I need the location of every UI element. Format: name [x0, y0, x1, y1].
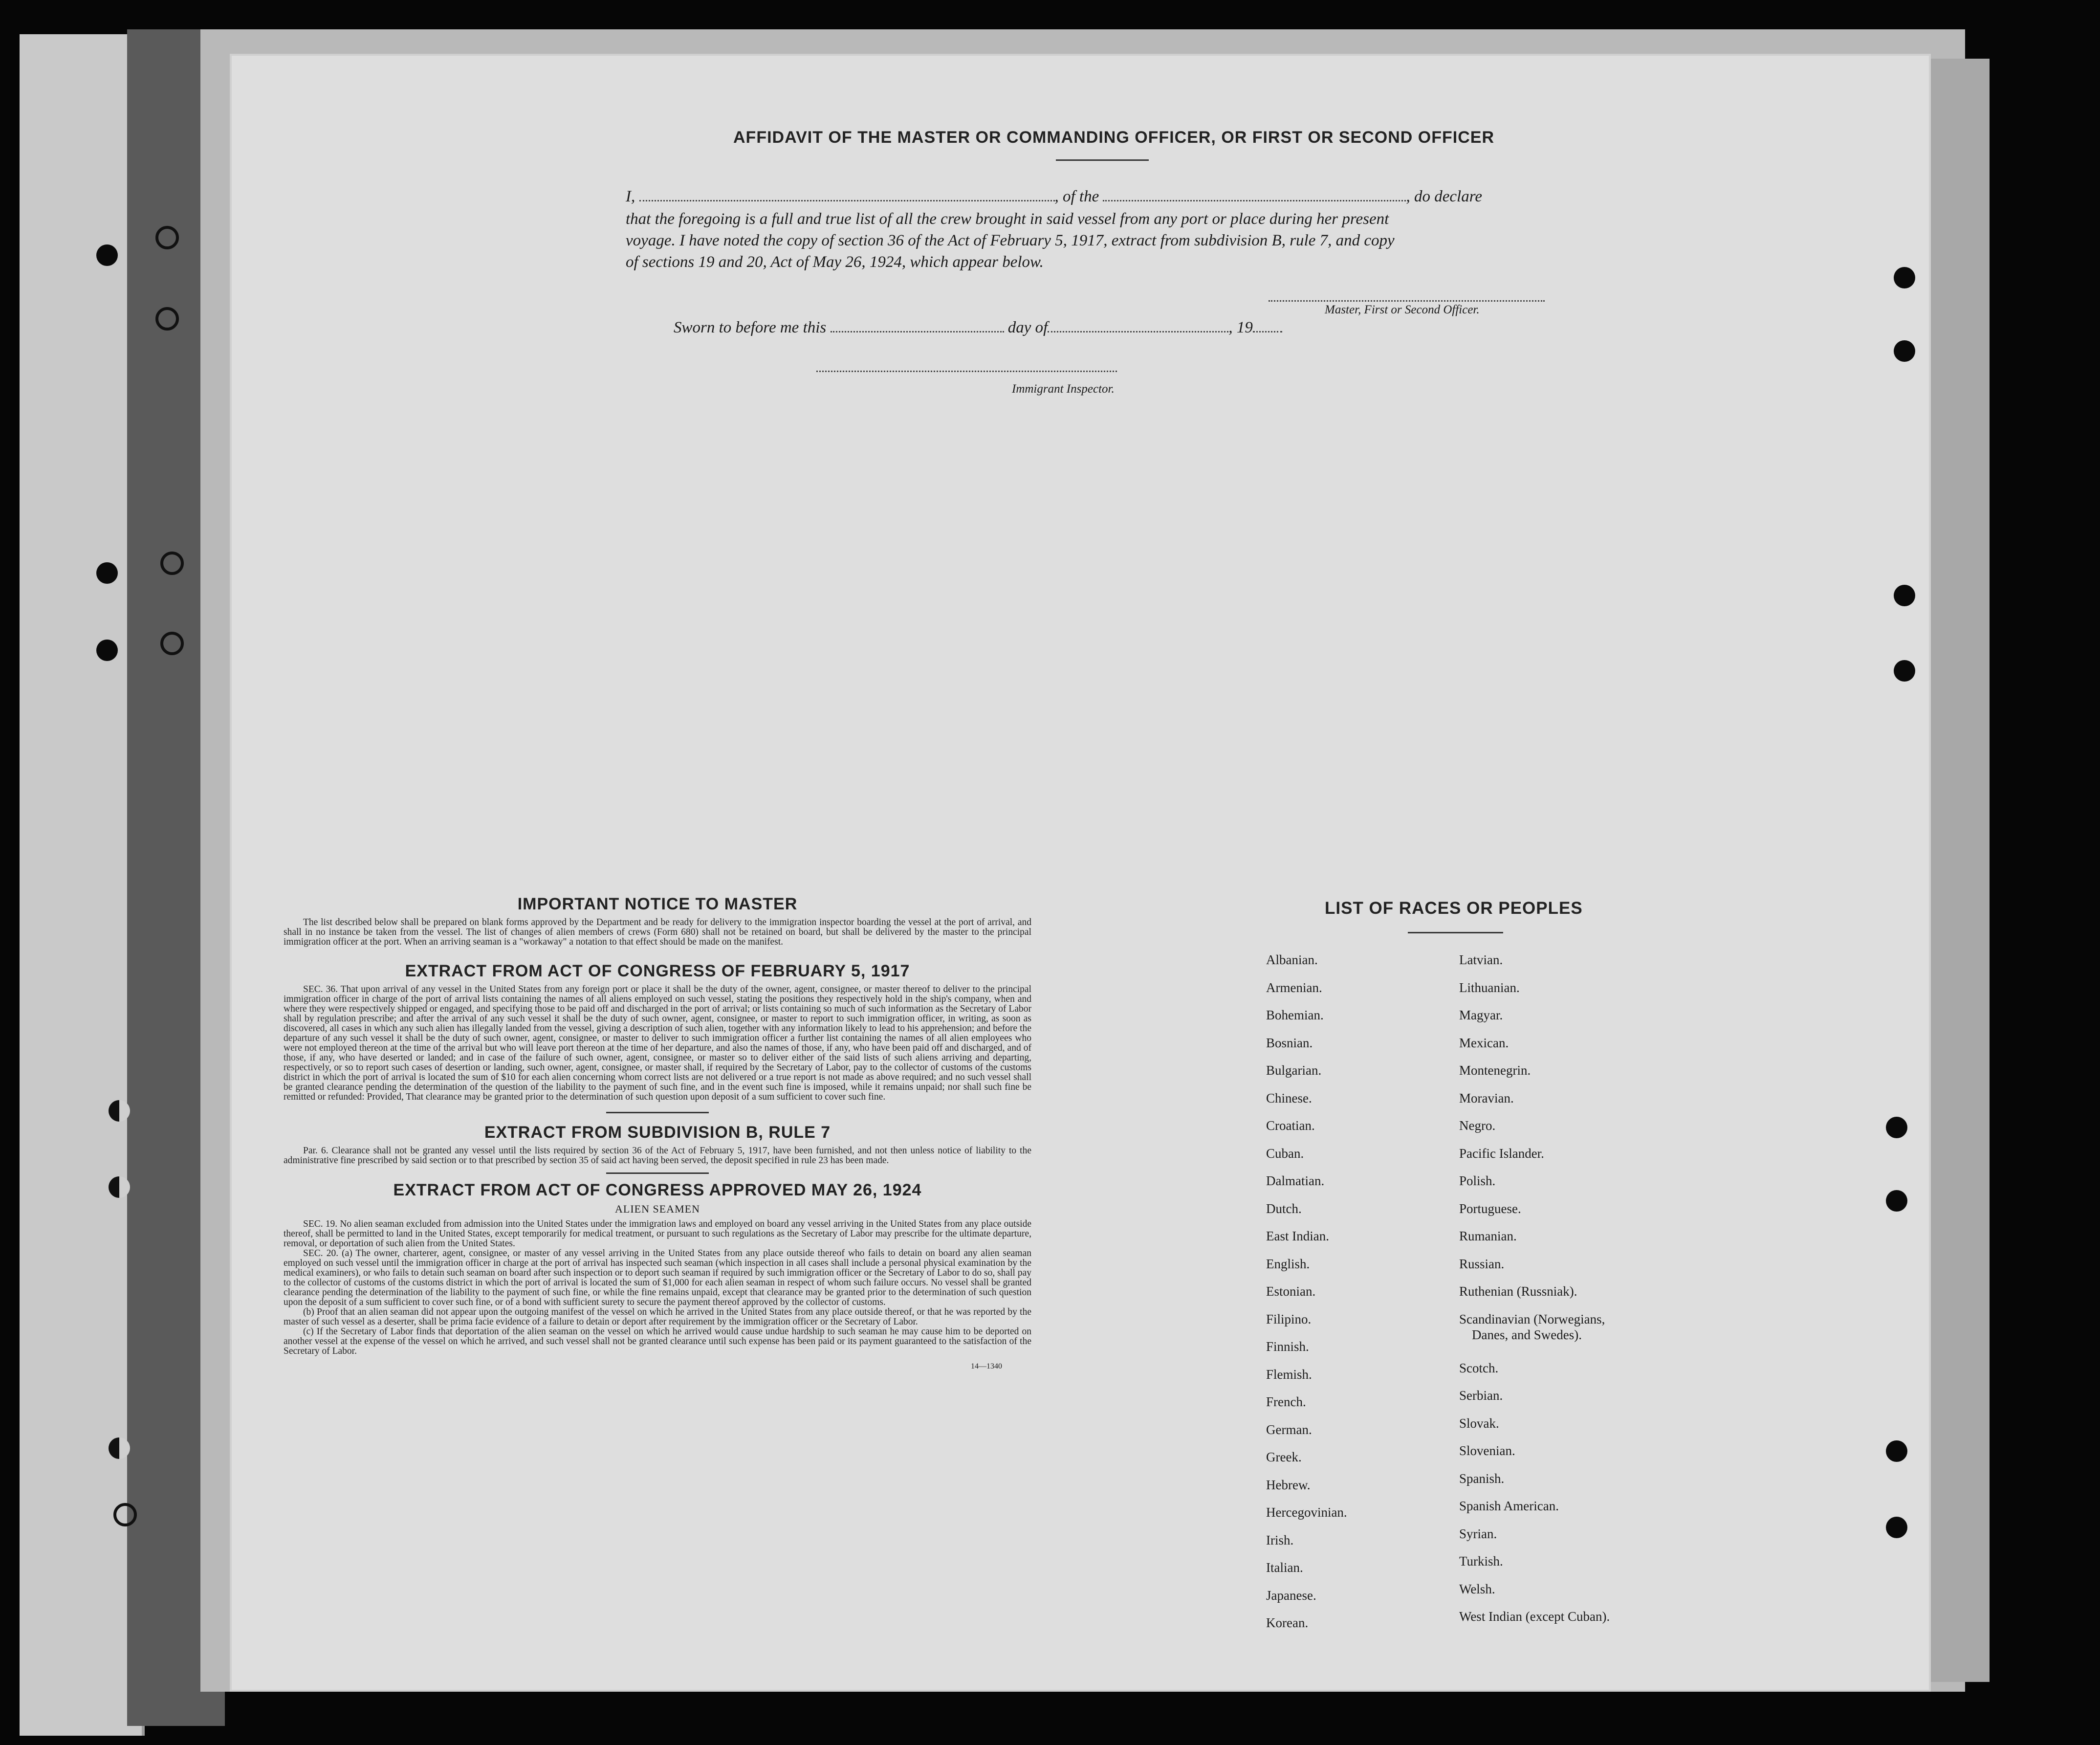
- race-item: Finnish.: [1266, 1339, 1309, 1354]
- race-item: Dutch.: [1266, 1201, 1302, 1216]
- affidavit-i: I,: [626, 188, 635, 205]
- race-item: Bulgarian.: [1266, 1063, 1322, 1078]
- race-item: Moravian.: [1459, 1090, 1514, 1105]
- form-number: 14—1340: [971, 1362, 1002, 1370]
- race-item: Korean.: [1266, 1615, 1309, 1630]
- rule-7-text: Par. 6. Clearance shall not be granted any vessel until the lists required by section 36 of the Act of February 5, 1917, have been furnished, and not then unless notice of liability to the administrative fine prescribed by said section or to that prescribed by section 35 of said act having been served, the deposit specified in rule 23 has been made.: [284, 1146, 1031, 1166]
- race-item: Japanese.: [1266, 1588, 1316, 1603]
- race-item: Irish.: [1266, 1532, 1294, 1547]
- section-separator: [606, 1172, 709, 1174]
- affidavit-title: AFFIDAVIT OF THE MASTER OR COMMANDING OFFICER, OR FIRST OR SECOND OFFICER: [733, 128, 1494, 147]
- notice-body: [284, 918, 1031, 947]
- race-item: Portuguese.: [1459, 1201, 1521, 1216]
- affidavit-do-declare: , do declare: [1406, 188, 1482, 205]
- race-item: Italian.: [1266, 1560, 1303, 1575]
- punch-hole: [1894, 660, 1915, 682]
- race-item: Albanian.: [1266, 952, 1318, 967]
- races-column-1: [1266, 946, 1347, 1637]
- punch-hole: [160, 552, 184, 575]
- race-item: East Indian.: [1266, 1229, 1329, 1243]
- race-item: Armenian.: [1266, 980, 1322, 995]
- race-item: French.: [1266, 1394, 1306, 1409]
- title-rule: [1056, 159, 1149, 161]
- punch-hole: [1886, 1517, 1907, 1538]
- alien-seamen-subtitle: ALIEN SEAMEN: [615, 1203, 700, 1215]
- signature-blank[interactable]: [1269, 296, 1545, 302]
- affidavit-declaration-line: [626, 188, 1482, 206]
- extract-1924-body: [284, 1219, 1031, 1356]
- extract-1917-title: EXTRACT FROM ACT OF CONGRESS OF FEBRUARY 5, 1917: [405, 962, 910, 980]
- section-20a-text: SEC. 20. (a) The owner, charterer, agent, consignee, or master of any vessel arriving in the United States from any place outside thereof who fails to detain on board any alien seaman employed on such vessel until the immigration officer in charge at the port of arrival has inspected such seaman (which inspection in all cases shall include a personal physical examination by the medical examiners), or who fails to detain such seaman on board after such inspection or to deport such seaman if required by such immigration officer or the Secretary of Labor to do so, shall pay to the collector of customs of the customs district in which the port of arrival is located the sum of $1,000 for each alien seaman in respect of whom such failure occurs. No vessel shall be granted clearance pending the determination of the liability to the payment of such fine, or while the fine remains unpaid, except that clearance may be granted prior to the determination of such question upon the deposit of a sum sufficient to cover such fine, or of a bond with sufficient surety to secure the payment thereof approved by the collector of customs.: [284, 1248, 1031, 1307]
- punch-hole: [109, 1100, 130, 1122]
- section-36-text: SEC. 36. That upon arrival of any vessel in the United States from any foreign port or place it shall be the duty of the owner, agent, consignee, or master thereof to deliver to the principal immigration officer in charge of the port of arrival lists containing the names of all aliens employed on such vessel, stating the positions they respectively hold in the ship's company, when and where they were respectively shipped or engaged, and specifying those to be paid off and discharged in the port of arrival; or lists containing so much of such information as the Secretary of Labor shall by regulation prescribe; and after the arrival of any such vessel it shall be the duty of such owner, agent, consignee, or master to report to such immigration officer, in writing, as soon as discovered, all cases in which any such alien has illegally landed from the vessel, giving a description of such alien, together with any information likely to lead to his apprehension; and before the departure of any such vessel it shall be the duty of such owner, agent, consignee, or master to deliver to such immigration officer a further list containing the names of all alien employees who were not employed thereon at the time of the arrival but who will leave port thereon at the time of her departure, and also the names of those, if any, who have been paid off and discharged, and of those, if any, who have deserted or landed; and in case of the failure of such owner, agent, consignee, or master so to deliver either of the said lists of such aliens arriving and departing, respectively, or so to report such cases of desertion or landing, such owner, agent, consignee, or master shall, if required by the Secretary of Labor, pay to the collector of customs of the customs district in which the port of arrival is located the sum of $10 for each alien concerning whom correct lists are not delivered or a true report is not made as above required; and no such vessel shall be granted clearance pending the determination of the question of the liability to the payment of such fine, and in the event such fine is imposed, while it remains unpaid; nor shall such fine be remitted or refunded: Provided, That clearance may be granted prior to the determination of such question upon deposit of a sum sufficient to cover such fine.: [284, 984, 1031, 1102]
- punch-hole: [1886, 1117, 1907, 1138]
- affidavit-line-4: of sections 19 and 20, Act of May 26, 1924, which appear below.: [626, 253, 1044, 271]
- race-item: Magyar.: [1459, 1008, 1503, 1022]
- punch-hole: [96, 244, 118, 266]
- race-item: Slovenian.: [1459, 1443, 1515, 1458]
- section-separator: [606, 1112, 709, 1113]
- race-item: Polish.: [1459, 1173, 1496, 1188]
- punch-hole: [1894, 585, 1915, 606]
- race-item: Montenegrin.: [1459, 1063, 1531, 1078]
- sworn-day-of: day of: [1007, 319, 1048, 336]
- race-item-multiline: [1459, 1305, 1610, 1354]
- punch-hole: [1886, 1440, 1907, 1462]
- race-item: Serbian.: [1459, 1388, 1503, 1403]
- sworn-year-prefix: , 19: [1228, 319, 1253, 336]
- race-item: Rumanian.: [1459, 1229, 1517, 1243]
- race-item: Chinese.: [1266, 1090, 1312, 1105]
- race-item: Scandinavian (Norwegians,: [1459, 1311, 1605, 1326]
- race-item: West Indian (except Cuban).: [1459, 1609, 1610, 1624]
- races-column-2: [1459, 946, 1610, 1631]
- inspector-signature-blank[interactable]: [816, 367, 1117, 372]
- race-item: Estonian.: [1266, 1284, 1316, 1299]
- sworn-month-blank[interactable]: [1048, 327, 1228, 332]
- punch-hole: [1894, 267, 1915, 288]
- race-item: Danes, and Swedes).: [1472, 1327, 1582, 1342]
- section-19-text: SEC. 19. No alien seaman excluded from admission into the United States under the immigration laws and employed on board any vessel arriving in the United States from any place outside thereof, shall be permitted to land in the United States, except temporarily for medical treatment, or pursuant to such regulations as the Secretary of Labor may prescribe for the ultimate departure, removal, or deportation of such alien from the United States.: [284, 1219, 1031, 1249]
- manifest-page: [230, 54, 1931, 1692]
- sworn-line: [674, 319, 1282, 337]
- rule-7-title: EXTRACT FROM SUBDIVISION B, RULE 7: [484, 1123, 831, 1142]
- section-20c-text: (c) If the Secretary of Labor finds that deportation of the alien seaman on the vessel on which he arrived would cause undue hardship to such seaman he may cause him to be deported on another vessel at the expense of the vessel on which he arrived, and such vessel shall not be granted clearance until such expense has been paid or its payment guaranteed to the satisfaction of the Secretary of Labor.: [284, 1326, 1031, 1356]
- race-item: Scotch.: [1459, 1360, 1499, 1375]
- race-item: Bosnian.: [1266, 1035, 1313, 1050]
- race-item: Ruthenian (Russniak).: [1459, 1284, 1577, 1299]
- underlying-sheet-edge: [1931, 59, 1990, 1682]
- race-item: Filipino.: [1266, 1311, 1312, 1326]
- race-item: Greek.: [1266, 1450, 1302, 1464]
- extract-1924-title: EXTRACT FROM ACT OF CONGRESS APPROVED MAY 26, 1924: [393, 1181, 922, 1199]
- notice-title: IMPORTANT NOTICE TO MASTER: [517, 895, 798, 913]
- race-item: Slovak.: [1459, 1415, 1499, 1431]
- races-title-rule: [1408, 932, 1503, 933]
- section-20b-text: (b) Proof that an alien seaman did not appear upon the outgoing manifest of the vessel on which he arrived in the United States from any place outside thereof, or that he was reported by the master of such vessel as a deserter, shall be prima facie evidence of a failure to detain or deport after requirement by the immigration officer or the Secretary of Labor.: [284, 1307, 1031, 1327]
- vessel-blank[interactable]: [1103, 196, 1406, 201]
- binder-edge: [20, 34, 145, 1736]
- races-title: LIST OF RACES OR PEOPLES: [1325, 899, 1583, 918]
- race-item: English.: [1266, 1256, 1310, 1271]
- race-item: Negro.: [1459, 1118, 1496, 1133]
- race-item: Dalmatian.: [1266, 1173, 1325, 1188]
- signature-caption: Master, First or Second Officer.: [1325, 303, 1480, 316]
- sworn-day-blank[interactable]: [831, 327, 1004, 332]
- notice-column: [284, 895, 1031, 1371]
- race-item: Welsh.: [1459, 1581, 1495, 1596]
- punch-hole: [160, 632, 184, 655]
- punch-hole: [96, 640, 118, 661]
- race-item: Pacific Islander.: [1459, 1146, 1544, 1161]
- race-item: Syrian.: [1459, 1526, 1497, 1541]
- rule-7-body: [284, 1146, 1031, 1166]
- race-item: Hercegovinian.: [1266, 1505, 1347, 1520]
- punch-hole: [155, 226, 179, 249]
- extract-1917-body: [284, 985, 1031, 1102]
- race-item: Bohemian.: [1266, 1008, 1324, 1022]
- affidavit-line-2: that the foregoing is a full and true list of all the crew brought in said vessel from any port or place during her present: [626, 210, 1389, 228]
- race-item: Flemish.: [1266, 1367, 1312, 1382]
- race-item: Lithuanian.: [1459, 980, 1520, 995]
- punch-hole: [113, 1503, 137, 1526]
- sworn-text: Sworn to before me this: [674, 319, 827, 336]
- race-item: Turkish.: [1459, 1554, 1503, 1568]
- race-item: Spanish.: [1459, 1471, 1505, 1486]
- affidavit-line-3: voyage. I have noted the copy of section 36 of the Act of February 5, 1917, extract from subdivision B, rule 7, and copy: [626, 232, 1395, 249]
- race-item: German.: [1266, 1422, 1312, 1437]
- race-item: Spanish American.: [1459, 1499, 1559, 1513]
- race-item: Cuban.: [1266, 1146, 1304, 1161]
- punch-hole: [1894, 340, 1915, 362]
- sworn-year-blank[interactable]: [1253, 327, 1282, 332]
- name-blank[interactable]: [639, 196, 1055, 201]
- race-item: Latvian.: [1459, 952, 1503, 967]
- race-item: Hebrew.: [1266, 1477, 1311, 1492]
- punch-hole: [1886, 1190, 1907, 1212]
- punch-hole: [155, 307, 179, 331]
- race-item: Mexican.: [1459, 1035, 1509, 1050]
- affidavit-of-the: , of the: [1054, 188, 1099, 205]
- punch-hole: [109, 1437, 130, 1459]
- race-item: Croatian.: [1266, 1118, 1315, 1133]
- inspector-caption: Immigrant Inspector.: [1012, 382, 1115, 396]
- punch-hole: [96, 562, 118, 584]
- race-item: Russian.: [1459, 1256, 1505, 1271]
- punch-hole: [109, 1176, 130, 1198]
- notice-text: The list described below shall be prepared on blank forms approved by the Department and be ready for delivery to the immigration inspector boarding the vessel at the port of arrival, and shall in no instance be taken from the vessel. The list of changes of alien members of crews (Form 680) shall not be retained on board, but shall be delivered by the master to the principal immigration officer at the port. When an arriving seaman is a "workaway" a notation to that effect should be made on the manifest.: [284, 917, 1031, 947]
